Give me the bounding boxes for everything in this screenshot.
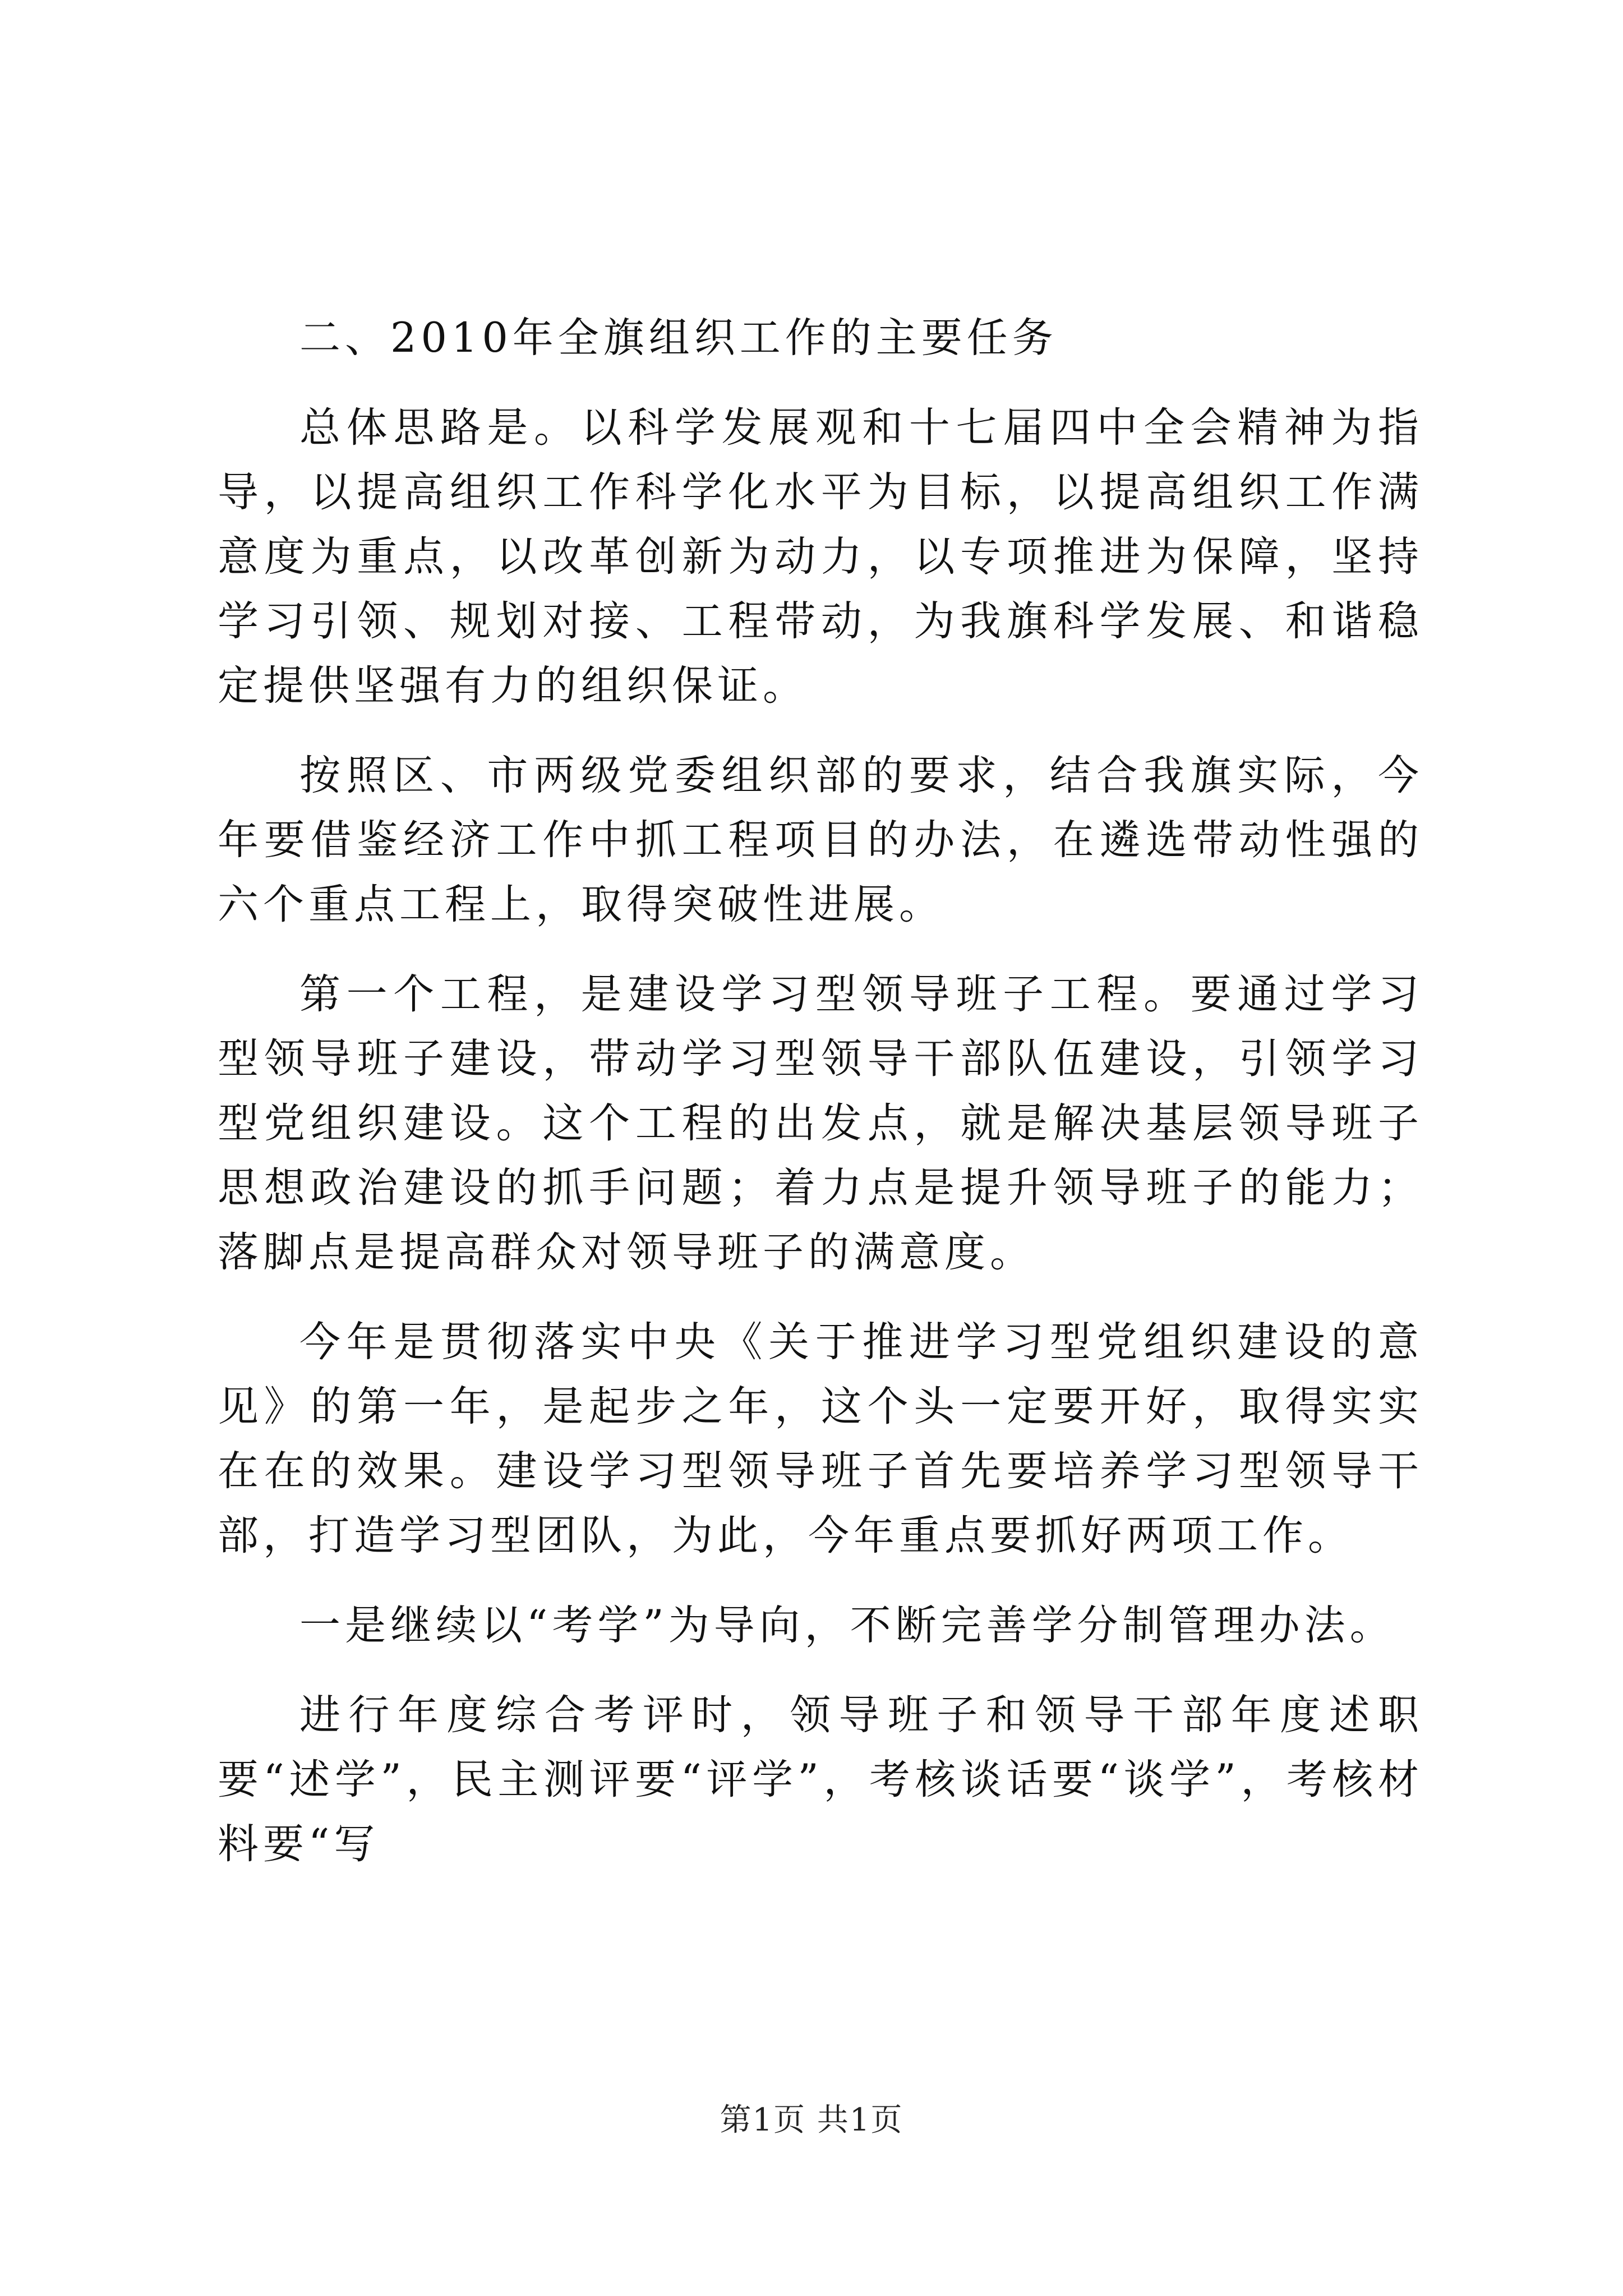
paragraph: 今年是贯彻落实中央《关于推进学习型党组织建设的意见》的第一年，是起步之年，这个头一定要开好，取得实实在在的效果。建设学习型领导班子首先要培养学习型领导干部，打造学习型团队，为此，今年重点要抓好两项工作。 [218, 1318, 1423, 1559]
body-text [218, 306, 1423, 1902]
section-heading: 二、2010年全旗组织工作的主要任务 [299, 314, 1058, 362]
paragraph: 按照区、市两级党委组织部的要求，结合我旗实际，今年要借鉴经济工作中抓工程项目的办法，在遴选带动性强的六个重点工程上，取得突破性进展。 [218, 752, 1423, 928]
paragraph: 第一个工程，是建设学习型领导班子工程。要通过学习型领导班子建设，带动学习型领导干部队伍建设，引领学习型党组织建设。这个工程的出发点，就是解决基层领导班子思想政治建设的抓手问题；着力点是提升领导班子的能力；落脚点是提高群众对领导班子的满意度。 [218, 970, 1423, 1276]
page-number-footer: 第1页 共1页 [720, 2102, 903, 2138]
paragraph: 总体思路是。以科学发展观和十七届四中全会精神为指导，以提高组织工作科学化水平为目标，以提高组织工作满意度为重点，以改革创新为动力，以专项推进为保障，坚持学习引领、规划对接、工程带动，为我旗科学发展、和谐稳定提供坚强有力的组织保证。 [218, 404, 1423, 710]
paragraph: 进行年度综合考评时，领导班子和领导干部年度述职要“述学”，民主测评要“评学”，考核谈话要“谈学”，考核材料要“写 [218, 1691, 1423, 1868]
paragraph: 一是继续以“考学”为导向，不断完善学分制管理办法。 [299, 1602, 1395, 1649]
